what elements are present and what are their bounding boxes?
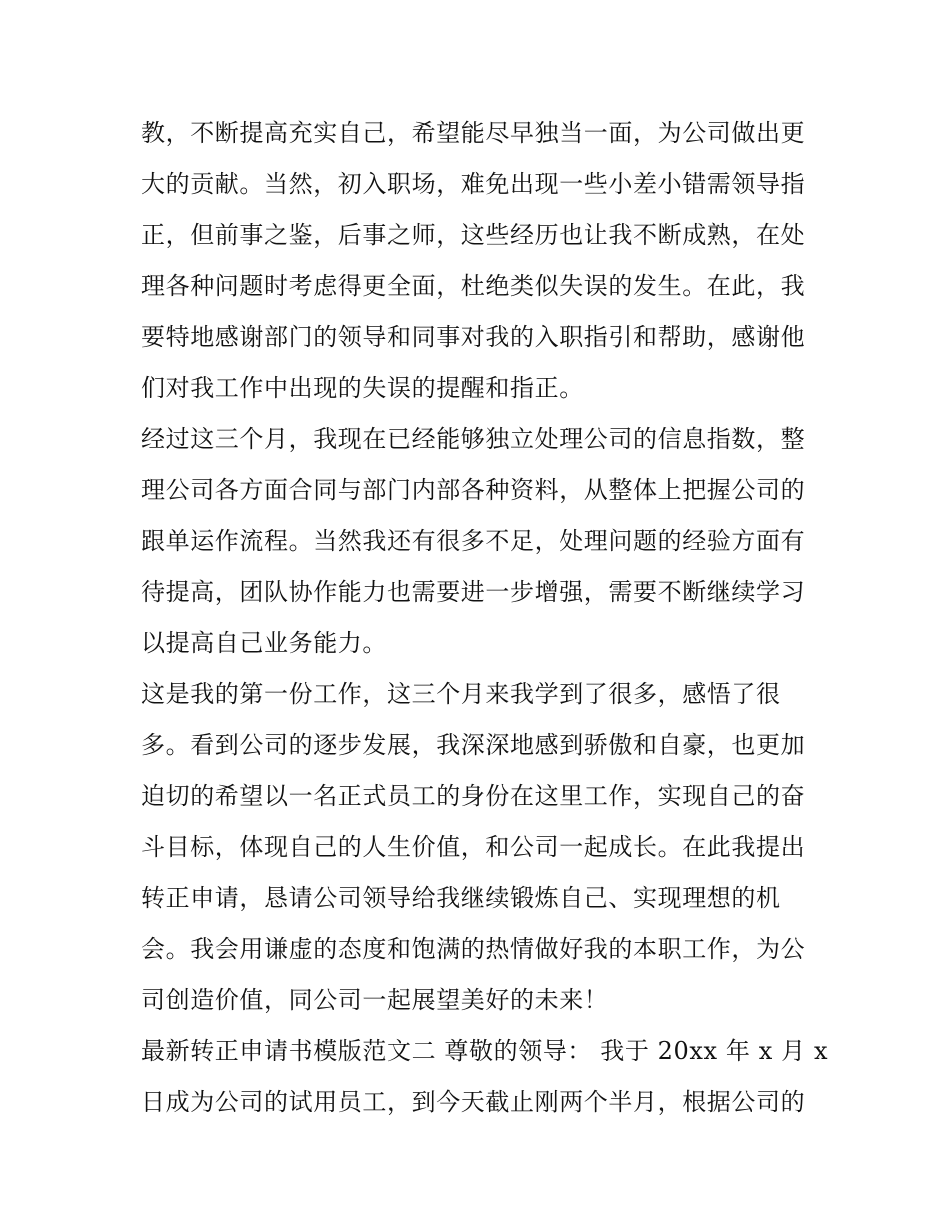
text-line: 转正申请，恳请公司领导给我继续锻炼自己、实现理想的机 bbox=[141, 884, 781, 912]
text-line: 正，但前事之鉴，后事之师，这些经历也让我不断成熟，在处 bbox=[141, 221, 806, 249]
text-line: 最新转正申请书模版范文二 尊敬的领导： 我于 20xx 年 x 月 x bbox=[141, 1037, 829, 1065]
text-line: 要特地感谢部门的领导和同事对我的入职指引和帮助，感谢他 bbox=[141, 323, 806, 351]
text-line: 理各种问题时考虑得更全面，杜绝类似失误的发生。在此，我 bbox=[141, 272, 806, 300]
text-line: 日成为公司的试用员工，到今天截止刚两个半月，根据公司的 bbox=[141, 1088, 806, 1116]
text-line: 大的贡献。当然，初入职场，难免出现一些小差小错需领导指 bbox=[141, 170, 806, 198]
text-line: 这是我的第一份工作，这三个月来我学到了很多，感悟了很 bbox=[141, 680, 781, 708]
text-line: 理公司各方面合同与部门内部各种资料，从整体上把握公司的 bbox=[141, 476, 806, 504]
text-line: 教，不断提高充实自己，希望能尽早独当一面，为公司做出更 bbox=[141, 119, 806, 147]
document-body-text bbox=[141, 108, 829, 1128]
text-line: 多。看到公司的逐步发展，我深深地感到骄傲和自豪，也更加 bbox=[141, 731, 806, 759]
text-line: 经过这三个月，我现在已经能够独立处理公司的信息指数，整 bbox=[141, 425, 806, 453]
text-line: 们对我工作中出现的失误的提醒和指正。 bbox=[141, 374, 584, 402]
text-line: 以提高自己业务能力。 bbox=[141, 629, 387, 657]
text-line: 跟单运作流程。当然我还有很多不足，处理问题的经验方面有 bbox=[141, 527, 806, 555]
text-line: 迫切的希望以一名正式员工的身份在这里工作，实现自己的奋 bbox=[141, 782, 806, 810]
text-line: 司创造价值，同公司一起展望美好的未来！ bbox=[141, 986, 609, 1014]
text-line: 斗目标，体现自己的人生价值，和公司一起成长。在此我提出 bbox=[141, 833, 806, 861]
text-line: 待提高，团队协作能力也需要进一步增强，需要不断继续学习 bbox=[141, 578, 806, 606]
text-line: 会。我会用谦虚的态度和饱满的热情做好我的本职工作，为公 bbox=[141, 935, 806, 963]
